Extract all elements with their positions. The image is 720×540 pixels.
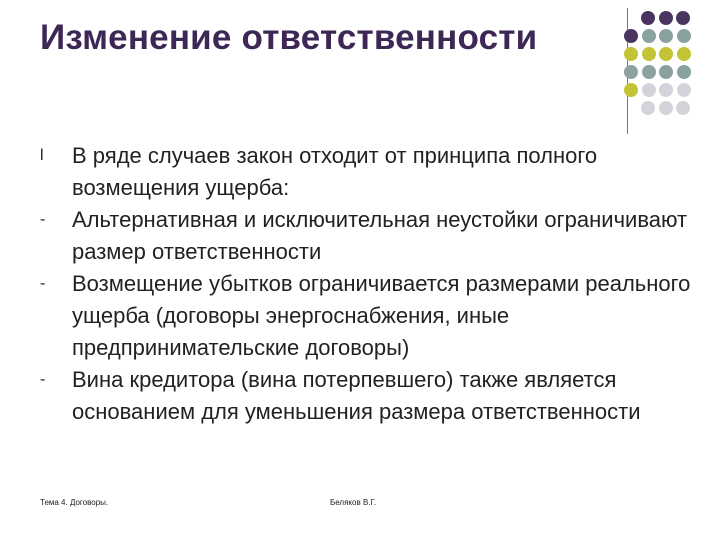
decorative-dot xyxy=(624,65,638,79)
decorative-dot xyxy=(642,65,656,79)
decorative-dot xyxy=(624,83,638,97)
decorative-dot xyxy=(659,29,673,43)
bullet-text: В ряде случаев закон отходит от принципа полного возмещения ущерба: xyxy=(72,143,598,200)
decorative-dot xyxy=(642,29,656,43)
decorative-dot xyxy=(659,101,673,115)
decorative-dot xyxy=(624,47,638,61)
decorative-dot xyxy=(641,11,655,25)
bullet-item-principle xyxy=(40,140,700,204)
decorative-dot xyxy=(677,47,691,61)
bullet-marker: l xyxy=(40,147,44,164)
bullet-text: Вина кредитора (вина потерпевшего) также является основанием для уменьшения размера ответственности xyxy=(72,367,641,424)
bullet-item-creditor-fault xyxy=(40,364,700,428)
decorative-dot xyxy=(676,101,690,115)
bullet-item-damages xyxy=(40,268,700,364)
dash-marker: - xyxy=(40,371,46,388)
decorative-dot xyxy=(677,65,691,79)
decorative-dot xyxy=(659,11,673,25)
decorative-dot xyxy=(659,65,673,79)
dash-marker: - xyxy=(40,211,46,228)
bullet-text: Альтернативная и исключительная неустойки ограничивают размер ответственности xyxy=(72,207,688,264)
decorative-dot xyxy=(677,29,691,43)
decorative-dot xyxy=(659,83,673,97)
decorative-dot xyxy=(677,83,691,97)
slide-title: Изменение ответственности xyxy=(40,18,538,57)
bullet-text: Возмещение убытков ограничивается размерами реального ущерба (договоры энергоснабжения, иные предпринимательские договоры) xyxy=(72,271,691,360)
bullet-item-penalty xyxy=(40,204,700,268)
decorative-dot xyxy=(624,29,638,43)
decorative-dot xyxy=(642,47,656,61)
dash-marker: - xyxy=(40,275,46,292)
bullet-list xyxy=(40,140,700,428)
footer-author: Беляков В.Г. xyxy=(330,498,377,507)
decorative-dot xyxy=(642,83,656,97)
decorative-dot xyxy=(659,47,673,61)
decorative-dot-grid xyxy=(0,0,720,140)
footer-topic: Тема 4. Договоры. xyxy=(40,498,109,507)
decorative-dot xyxy=(641,101,655,115)
decorative-dot xyxy=(676,11,690,25)
